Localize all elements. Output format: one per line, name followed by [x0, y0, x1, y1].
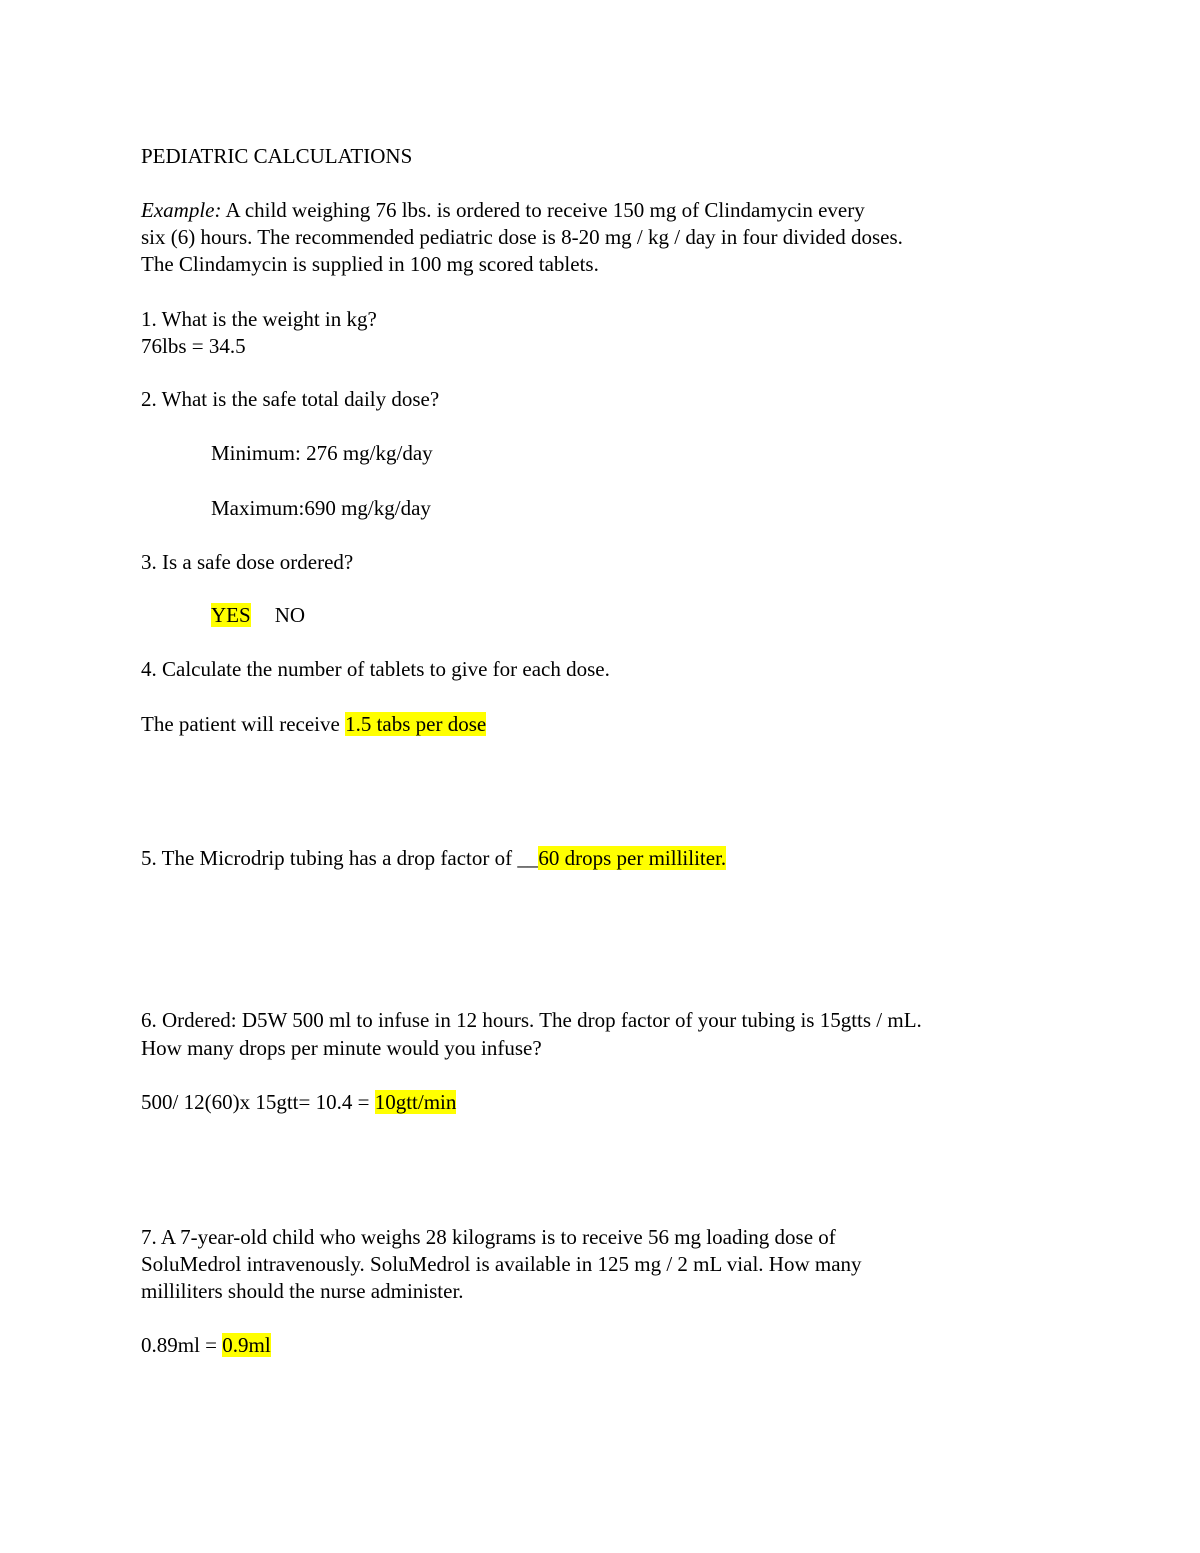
question-1: 1. What is the weight in kg? — [141, 307, 377, 331]
answer-7 — [141, 1332, 271, 1359]
question-5 — [141, 845, 726, 872]
answer-6-highlight: 10gtt/min — [374, 1090, 457, 1114]
question-6-line-2: How many drops per minute would you infuse? — [141, 1036, 542, 1060]
question-4: 4. Calculate the number of tablets to give for each dose. — [141, 657, 610, 681]
answer-3 — [211, 602, 305, 629]
example-label: Example: — [141, 198, 222, 222]
example-line-1 — [141, 197, 865, 224]
answer-4 — [141, 711, 486, 738]
question-5-text: 5. The Microdrip tubing has a drop factor of __ — [141, 846, 539, 870]
answer-4-prefix: The patient will receive — [141, 712, 346, 736]
answer-3-no: NO — [274, 603, 306, 627]
example-line-3: The Clindamycin is supplied in 100 mg scored tablets. — [141, 252, 599, 276]
example-text-1: A child weighing 76 lbs. is ordered to receive 150 mg of Clindamycin every — [221, 198, 865, 222]
answer-2-minimum: Minimum: 276 mg/kg/day — [211, 441, 433, 465]
answer-4-highlight: 1.5 tabs per dose — [345, 712, 487, 736]
example-line-2: six (6) hours. The recommended pediatric dose is 8-20 mg / kg / day in four divided doses. — [141, 225, 903, 249]
answer-7-prefix: 0.89ml = — [141, 1333, 223, 1357]
answer-1: 76lbs = 34.5 — [141, 334, 246, 358]
question-7-line-3: milliliters should the nurse administer. — [141, 1279, 464, 1303]
answer-7-highlight: 0.9ml — [222, 1333, 271, 1357]
answer-5-highlight: 60 drops per milliliter. — [538, 846, 727, 870]
question-2: 2. What is the safe total daily dose? — [141, 387, 440, 411]
page-title: PEDIATRIC CALCULATIONS — [141, 144, 413, 168]
answer-6-prefix: 500/ 12(60)x 15gtt= 10.4 = — [141, 1090, 375, 1114]
question-6-line-1: 6. Ordered: D5W 500 ml to infuse in 12 hours. The drop factor of your tubing is 15gtts / mL. — [141, 1008, 922, 1032]
answer-2-maximum: Maximum:690 mg/kg/day — [211, 496, 431, 520]
question-3: 3. Is a safe dose ordered? — [141, 550, 354, 574]
question-7-line-1: 7. A 7-year-old child who weighs 28 kilograms is to receive 56 mg loading dose of — [141, 1225, 836, 1249]
question-7-line-2: SoluMedrol intravenously. SoluMedrol is available in 125 mg / 2 mL vial. How many — [141, 1252, 862, 1276]
answer-6 — [141, 1089, 456, 1116]
answer-3-yes-highlight: YES — [211, 603, 251, 627]
